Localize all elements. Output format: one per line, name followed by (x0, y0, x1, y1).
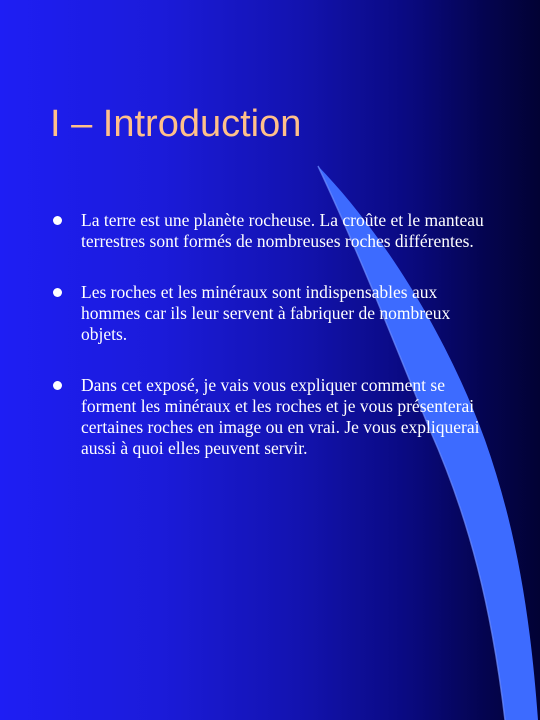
slide-title: I – Introduction (50, 103, 302, 145)
bullet-dot-icon (53, 381, 62, 390)
bullet-text: Les roches et les minéraux sont indispensables aux hommes car ils leur servent à fabriquer de nombreux objets. (81, 282, 451, 344)
bullet-item (50, 282, 490, 345)
bullet-list (50, 210, 490, 459)
bullet-item (50, 375, 490, 459)
bullet-text: La terre est une planète rocheuse. La croûte et le manteau terrestres sont formés de nombreuses roches différentes. (81, 210, 484, 251)
bullet-text: Dans cet exposé, je vais vous expliquer comment se forment les minéraux et les roches et je vous présenterai certaines roches en image ou en vrai. Je vous expliquerai aussi à quoi elles peuvent servir. (81, 375, 480, 458)
bullet-dot-icon (53, 288, 62, 297)
bullet-dot-icon (53, 216, 62, 225)
bullet-item (50, 210, 490, 252)
